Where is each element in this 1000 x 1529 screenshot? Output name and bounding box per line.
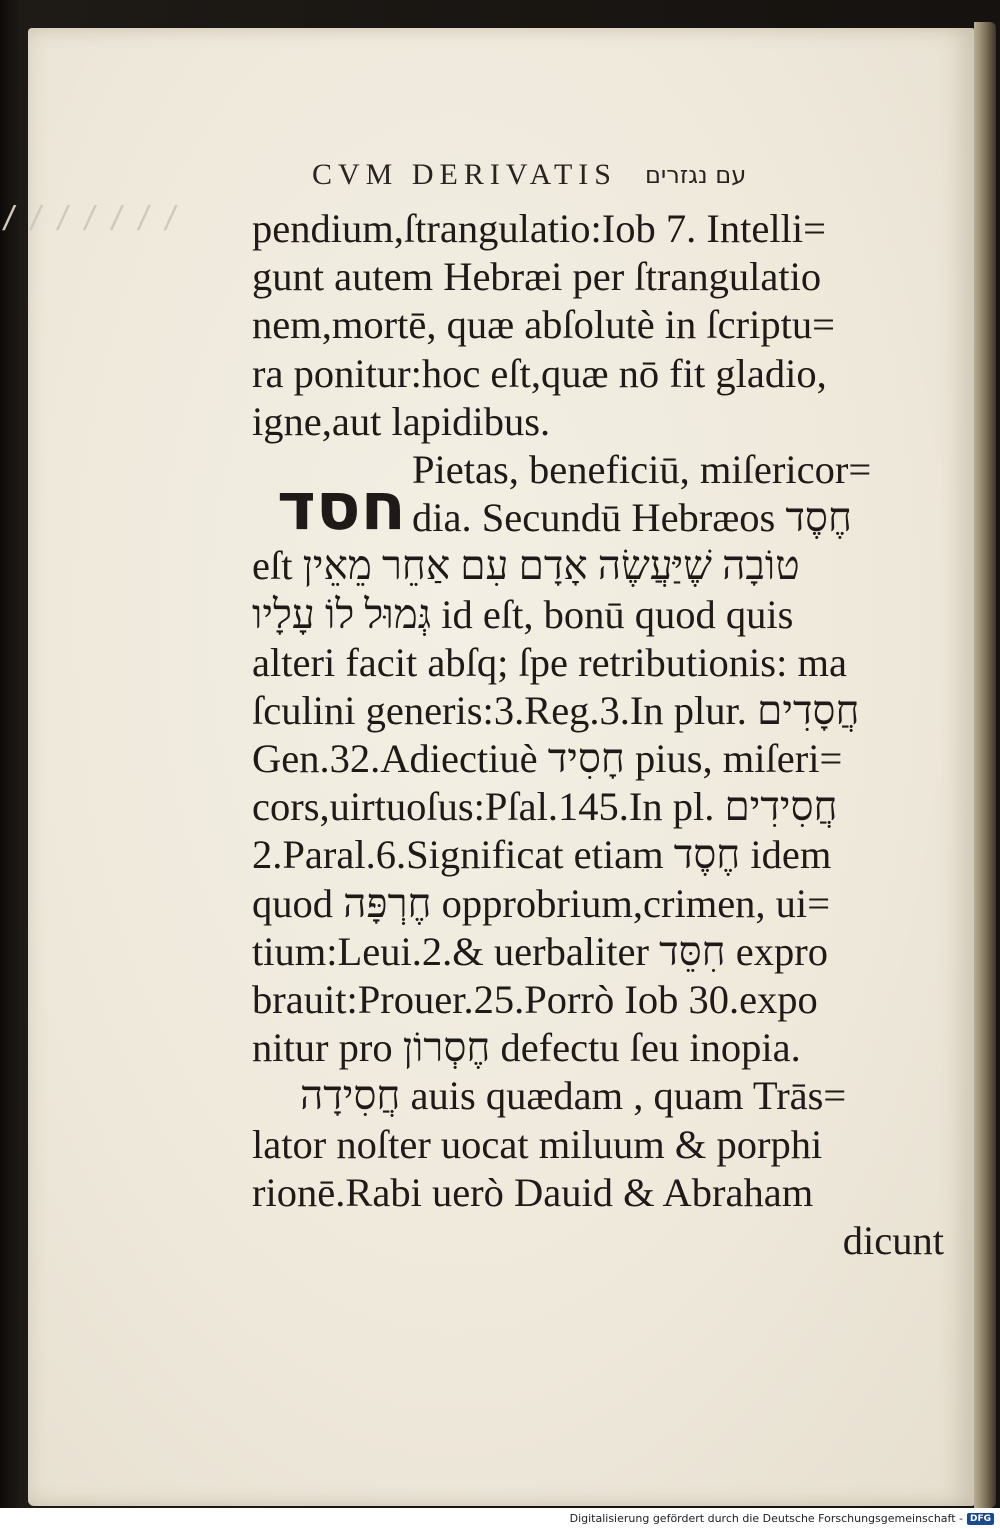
text-line: alteri facit abſq; ſpe retributionis: ma — [252, 639, 847, 685]
text-line: brauit:Prouer.25.Porrò Iob 30.expo — [252, 977, 818, 1022]
text-line: nem,mortē, quæ abſolutè in ſcriptu= — [252, 302, 835, 348]
page-edge — [974, 22, 996, 1508]
text-line: ſculini generis:3.Reg.3.In plur. חֲסָדִים — [252, 687, 860, 733]
text-line: rionē.Rabi uerò Dauid & Abraham — [252, 1169, 814, 1215]
text-line: lator noſter uocat miluum & porphi — [252, 1121, 823, 1167]
stray-marks: / / / / / / / — [4, 200, 179, 238]
dfg-logo-icon: DFG — [967, 1513, 994, 1525]
running-header — [312, 150, 852, 200]
text-line: quod חֶרְפָּה opprobrium,crimen, ui= — [252, 880, 831, 926]
running-title-hebrew: עם נגזרים — [644, 161, 747, 189]
text-line: גְּמוּל לוֹ עָלָיו id eſt, bonū quod quis — [252, 591, 794, 637]
text-line: cors,uirtuoſus:Pſal.145.In pl. חֲסִידִים — [252, 784, 838, 830]
text-line: Gen.32.Adiectiuè חָסִיד pius, miſeri= — [252, 736, 843, 782]
text-line: ra ponitur:hoc eſt,quæ nō fit gladio, — [252, 350, 827, 396]
text-line: dia. Secundū Hebræos חֶסֶד — [412, 495, 852, 541]
text-line: gunt autem Hebræi per ſtrangulatio — [252, 254, 822, 300]
footer-bar — [0, 1508, 1000, 1529]
text-line: nitur pro חֶסְרוֹן defectu ſeu inopia. — [252, 1025, 801, 1071]
footer-credit: Digitalisierung gefördert durch die Deutsche Forschungsgemeinschaft - — [569, 1512, 963, 1525]
text-line: eſt טוֹבָה שֶׁיַּעֲשֶׂה אָדָם עִם אַחֵר מֵאֵין — [252, 543, 800, 589]
body-text — [252, 205, 952, 1265]
catchword: dicunt — [842, 1217, 944, 1263]
text-line: tium:Leui.2.& uerbaliter חִסֵּד expro — [252, 928, 828, 974]
text-line: pendium,ſtrangulatio:Iob 7. Intelli= — [252, 206, 826, 251]
running-title: CVM DERIVATIS — [312, 158, 617, 191]
text-line: igne,aut lapidibus. — [252, 398, 551, 444]
headword-hebrew: חסד — [276, 468, 406, 545]
text-line: חֲסִידָה auis quædam , quam Trās= — [300, 1073, 847, 1119]
text-line: 2.Paral.6.Significat etiam חֶסֶד idem — [252, 832, 832, 878]
text-line: Pietas, beneficiū, miſericor= — [412, 446, 872, 492]
